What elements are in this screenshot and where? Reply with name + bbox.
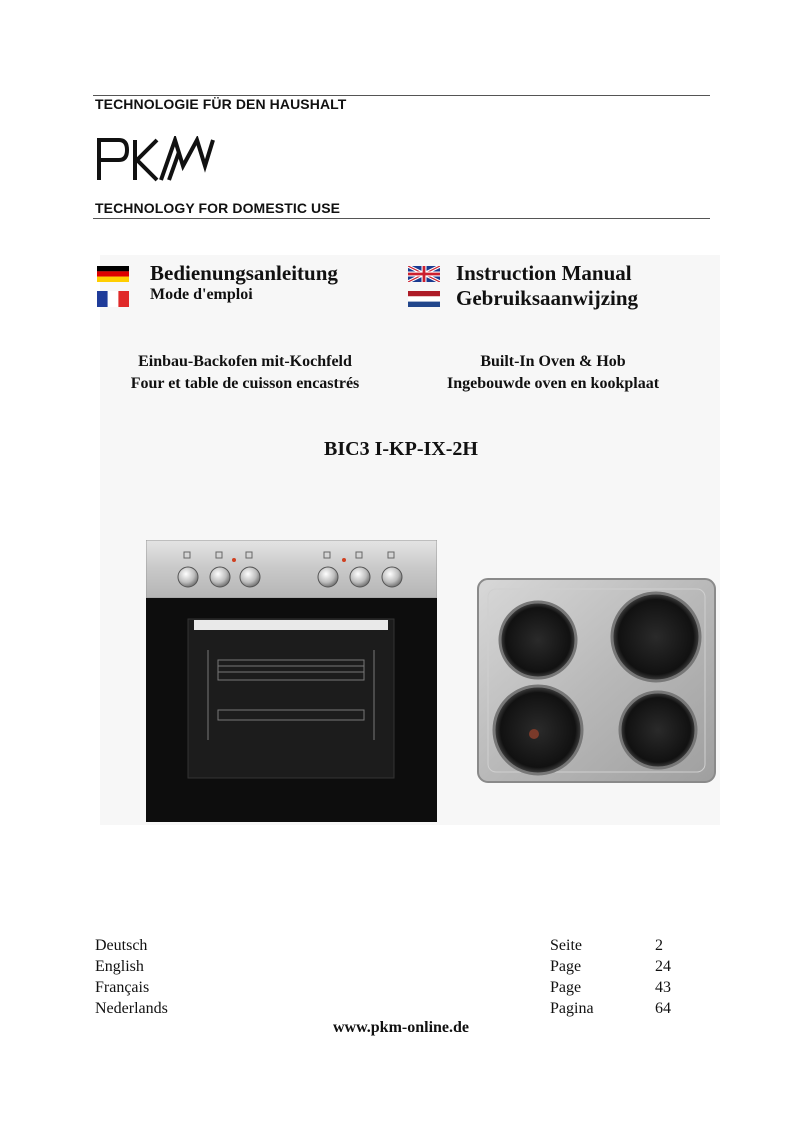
toc-page-label: Page — [550, 979, 582, 996]
german-flag-icon — [97, 266, 129, 282]
oven-image — [146, 540, 437, 822]
product-line-english: Built-In Oven & Hob — [480, 353, 626, 370]
tagline-english: TECHNOLOGY FOR DOMESTIC USE — [95, 200, 341, 216]
toc-page-number: 24 — [655, 958, 671, 975]
pkm-logo — [95, 136, 219, 182]
toc-language: English — [95, 958, 144, 975]
product-description-left — [95, 351, 395, 395]
toc-page-label: Page — [550, 958, 582, 975]
french-flag-icon — [97, 291, 129, 307]
manual-title-english: Instruction Manual — [456, 261, 632, 285]
toc-language: Deutsch — [95, 937, 148, 954]
product-description-right — [403, 351, 703, 395]
toc-language: Nederlands — [95, 1000, 168, 1017]
toc-row — [95, 935, 685, 956]
toc-page-number: 2 — [655, 937, 663, 954]
manual-subtitle-dutch: Gebruiksaanwijzing — [456, 286, 639, 310]
bottom-divider — [93, 218, 710, 219]
product-line-german: Einbau-Backofen mit-Kochfeld — [138, 353, 352, 370]
dutch-flag-icon — [408, 291, 440, 307]
uk-flag-icon — [408, 266, 440, 282]
toc-page-number: 64 — [655, 1000, 671, 1017]
toc-row — [95, 977, 685, 998]
toc-page-label: Seite — [550, 937, 582, 954]
table-of-contents — [95, 935, 685, 1019]
product-line-french: Four et table de cuisson encastrés — [130, 375, 360, 392]
toc-language: Français — [95, 979, 150, 996]
product-line-dutch: Ingebouwde oven en kookplaat — [446, 375, 660, 392]
manual-title-german: Bedienungsanleitung — [150, 261, 338, 285]
toc-page-label: Pagina — [550, 1000, 594, 1017]
top-divider — [93, 95, 710, 96]
toc-row — [95, 956, 685, 977]
toc-page-number: 43 — [655, 979, 671, 996]
manual-subtitle-french: Mode d'emploi — [150, 286, 253, 303]
tagline-german: TECHNOLOGIE FÜR DEN HAUSHALT — [95, 96, 347, 112]
toc-row — [95, 998, 685, 1019]
website-link[interactable]: www.pkm-online.de — [332, 1019, 470, 1036]
model-number: BIC3 I-KP-IX-2H — [324, 438, 478, 460]
hob-image — [476, 577, 717, 784]
